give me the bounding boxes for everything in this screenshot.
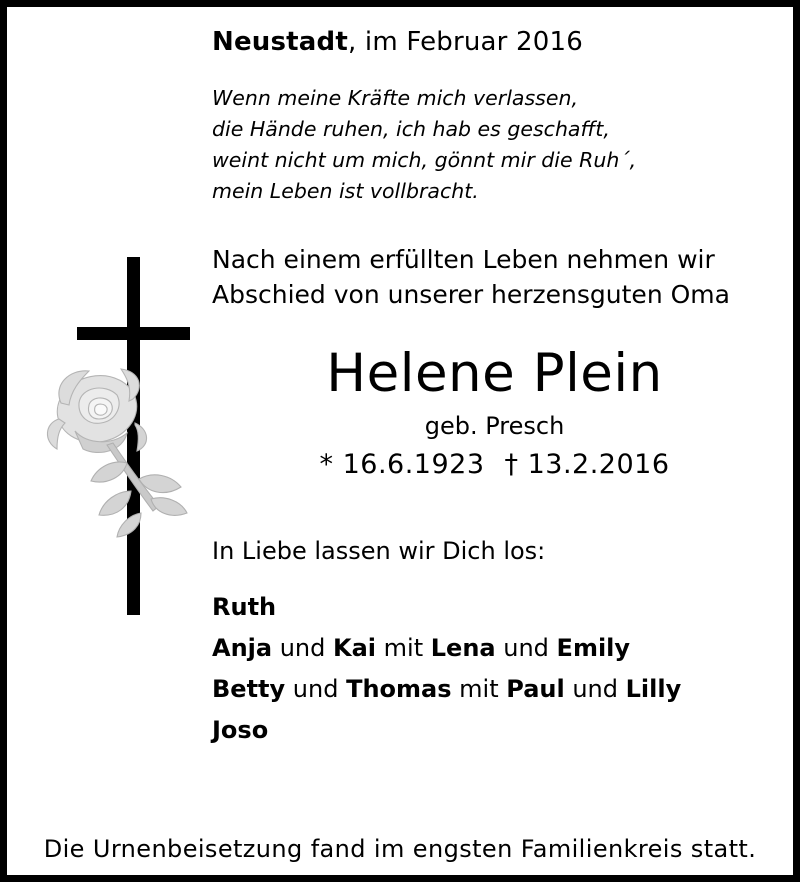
place-line xyxy=(212,27,782,57)
family-connector: und xyxy=(564,675,626,704)
family-line xyxy=(212,628,782,669)
family-member-name: Lena xyxy=(430,633,496,662)
family-member-name: Paul xyxy=(506,675,565,704)
verse-line: mein Leben ist vollbracht. xyxy=(212,179,479,204)
intro-text xyxy=(212,242,772,313)
deceased-name: Helene Plein xyxy=(326,342,663,404)
memorial-graphic xyxy=(27,243,217,643)
family-line xyxy=(212,587,782,628)
family-list xyxy=(212,587,782,752)
family-connector: und xyxy=(495,633,557,662)
cross-icon-crossbar xyxy=(77,327,190,340)
family-member-name: Anja xyxy=(212,633,273,662)
family-member-name: Thomas xyxy=(346,675,452,704)
verse-line: weint nicht um mich, gönnt mir die Ruh´, xyxy=(212,148,637,173)
death-date: † 13.2.2016 xyxy=(504,448,670,480)
family-member-name: Emily xyxy=(556,633,631,662)
intro-line: Nach einem erfüllten Leben nehmen wir xyxy=(212,244,715,274)
footer-note: Die Urnenbeisetzung fand im engsten Familienkreis statt. xyxy=(43,835,757,863)
family-line xyxy=(212,710,782,751)
verse-line: die Hände ruhen, ich hab es geschafft, xyxy=(212,117,610,142)
family-line xyxy=(212,669,782,710)
family-connector: mit xyxy=(451,675,507,704)
family-member-name: Betty xyxy=(212,675,286,704)
place-city: Neustadt xyxy=(212,27,348,57)
place-date: , im Februar 2016 xyxy=(348,27,584,57)
obituary-inner xyxy=(7,7,793,875)
maiden-name: geb. Presch xyxy=(424,411,565,440)
verse-block xyxy=(212,83,782,208)
life-dates xyxy=(212,449,777,480)
family-connector: mit xyxy=(376,633,431,662)
family-connector: und xyxy=(272,633,334,662)
family-member-name: Ruth xyxy=(212,592,277,621)
intro-line: Abschied von unserer herzensguten Oma xyxy=(212,280,730,310)
birth-date: * 16.6.1923 xyxy=(319,448,485,480)
family-member-name: Lilly xyxy=(625,675,682,704)
verse-line: Wenn meine Kräfte mich verlassen, xyxy=(212,86,578,110)
family-member-name: Kai xyxy=(333,633,377,662)
farewell-text: In Liebe lassen wir Dich los: xyxy=(212,536,546,565)
text-column xyxy=(212,7,782,752)
family-connector: und xyxy=(285,675,347,704)
family-member-name: Joso xyxy=(212,716,269,745)
rose-icon xyxy=(35,359,215,539)
